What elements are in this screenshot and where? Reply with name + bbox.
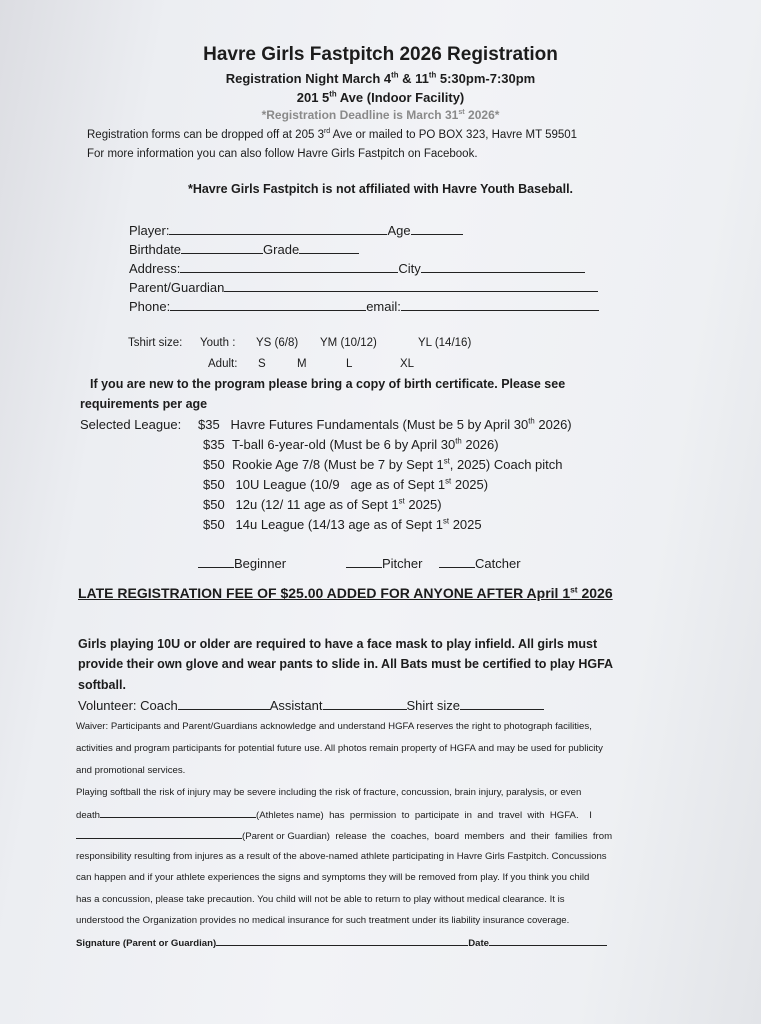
size-s[interactable]: S [258, 358, 266, 370]
catcher-field[interactable] [439, 556, 475, 568]
league-item[interactable]: $35 T-ball 6-year-old (Must be 6 by April 30th 2026) [203, 436, 499, 452]
equipment-note: Girls playing 10U or older are required to have a face mask to play infield. All girls must [78, 637, 598, 651]
assistant-field[interactable] [323, 698, 407, 710]
birthdate-field[interactable] [181, 242, 263, 254]
address-label: Address: [129, 261, 181, 276]
size-xl[interactable]: XL [400, 358, 415, 370]
waiver-athlete-row: death (Athletes name) has permission to participate in and travel with HGFA. I [76, 810, 592, 821]
waiver-text: responsibility resulting from injures as a result of the above-named athlete participating in Havre Girls Fastpitch. Concussions [76, 851, 607, 862]
address-row [129, 261, 585, 276]
age-label: Age [387, 223, 411, 238]
parent-row [129, 280, 598, 295]
waiver-text: Waiver: Participants and Parent/Guardians acknowledge and understand HGFA reserves the right to photograph facilities, [76, 721, 592, 732]
adult-label: Adult: [208, 358, 238, 370]
shirt-size-field[interactable] [460, 698, 544, 710]
waiver-text: and promotional services. [76, 765, 186, 776]
email-field[interactable] [401, 299, 599, 311]
age-requirements-note: requirements per age [80, 397, 208, 411]
position-pitcher[interactable]: Pitcher [346, 556, 422, 571]
guardian-name-field[interactable] [76, 829, 242, 839]
league-item[interactable]: $50 12u (12/ 11 age as of Sept 1st 2025) [203, 496, 442, 512]
signature-row [76, 936, 607, 949]
registration-deadline: *Registration Deadline is March 31st 2026* [261, 107, 500, 122]
player-label: Player: [129, 223, 170, 238]
player-row [129, 223, 463, 238]
waiver-text: Playing softball the risk of injury may be severe including the risk of fracture, concussion, brain injury, paralysis, or even [76, 787, 582, 798]
city-field[interactable] [421, 261, 585, 273]
parent-field[interactable] [224, 280, 598, 292]
age-field[interactable] [411, 223, 463, 235]
equipment-note: softball. [78, 678, 126, 692]
league-item[interactable]: $50 14u League (14/13 age as of Sept 1st 2025 [203, 516, 482, 532]
dropoff-info: Registration forms can be dropped off at 205 3rd Ave or mailed to PO BOX 323, Havre MT 59501 [87, 128, 578, 141]
late-fee-notice: LATE REGISTRATION FEE OF $25.00 ADDED FOR ANYONE AFTER April 1st 2026 [78, 584, 613, 601]
size-m[interactable]: M [297, 358, 307, 370]
equipment-note: provide their own glove and wear pants to slide in. All Bats must be certified to play HGFA [78, 657, 614, 671]
city-label: City [398, 261, 421, 276]
birth-certificate-note: If you are new to the program please bring a copy of birth certificate. Please see [90, 377, 566, 391]
league-item[interactable]: $35 Havre Futures Fundamentals (Must be 5 by April 30th 2026) [198, 416, 572, 432]
league-label: Selected League: [80, 417, 182, 432]
parent-label: Parent/Guardian [129, 280, 225, 295]
signature-label: Signature (Parent or Guardian) [76, 938, 217, 949]
date-label: Date [468, 938, 489, 949]
address-field[interactable] [180, 261, 398, 273]
shirt-size-label: Shirt size [406, 698, 460, 713]
tshirt-label: Tshirt size: [128, 337, 183, 349]
phone-label: Phone: [129, 299, 171, 314]
volunteer-label: Volunteer: [78, 698, 137, 713]
coach-field[interactable] [178, 698, 270, 710]
waiver-guardian-row: (Parent or Guardian) release the coaches, board members and their families from [76, 829, 612, 842]
signature-field[interactable] [216, 936, 468, 946]
pitcher-field[interactable] [346, 556, 382, 568]
email-label: email: [366, 299, 401, 314]
size-l[interactable]: L [346, 358, 353, 370]
assistant-label: Assistant [269, 698, 323, 713]
size-yl[interactable]: YL (14/16) [418, 337, 472, 349]
player-field[interactable] [169, 223, 387, 235]
volunteer-row [78, 698, 544, 713]
affiliation-disclaimer: *Havre Girls Fastpitch is not affiliated with Havre Youth Baseball. [187, 182, 574, 196]
position-catcher[interactable]: Catcher [439, 556, 521, 571]
position-beginner[interactable]: Beginner [198, 556, 286, 571]
league-item[interactable]: $50 Rookie Age 7/8 (Must be 7 by Sept 1st, 2025) Coach pitch [203, 456, 563, 472]
page-title: Havre Girls Fastpitch 2026 Registration [203, 44, 558, 65]
facebook-info: For more information you can also follow Havre Girls Fastpitch on Facebook. [87, 148, 478, 160]
beginner-field[interactable] [198, 556, 234, 568]
size-ys[interactable]: YS (6/8) [256, 337, 299, 349]
waiver-text: activities and program participants for potential future use. All photos remain property of HGFA and may be used for publicity [76, 743, 603, 754]
grade-field[interactable] [299, 242, 359, 254]
phone-field[interactable] [170, 299, 366, 311]
waiver-text: has a concussion, please take precaution. You child will not be able to return to play without medical clearance. It is [76, 894, 565, 905]
facility-address: 201 5th Ave (Indoor Facility) [296, 89, 465, 105]
athlete-name-field[interactable] [100, 808, 256, 818]
league-item[interactable]: $50 10U League (10/9 age as of Sept 1st 2025) [203, 476, 489, 492]
coach-label: Coach [140, 698, 178, 713]
waiver-text: can happen and if your athlete experiences the signs and symptoms they will be removed from play. If you think you child [76, 872, 590, 883]
grade-label: Grade [263, 242, 300, 257]
youth-label: Youth : [200, 337, 236, 349]
date-field[interactable] [489, 936, 607, 946]
registration-night: Registration Night March 4th & 11th 5:30pm-7:30pm [225, 70, 536, 86]
phone-row [129, 299, 599, 314]
birthdate-row [129, 242, 359, 257]
birthdate-label: Birthdate [129, 242, 182, 257]
size-ym[interactable]: YM (10/12) [320, 337, 377, 349]
waiver-text: understood the Organization provides no medical insurance for such treatment under its liability insurance coverage. [76, 915, 570, 926]
